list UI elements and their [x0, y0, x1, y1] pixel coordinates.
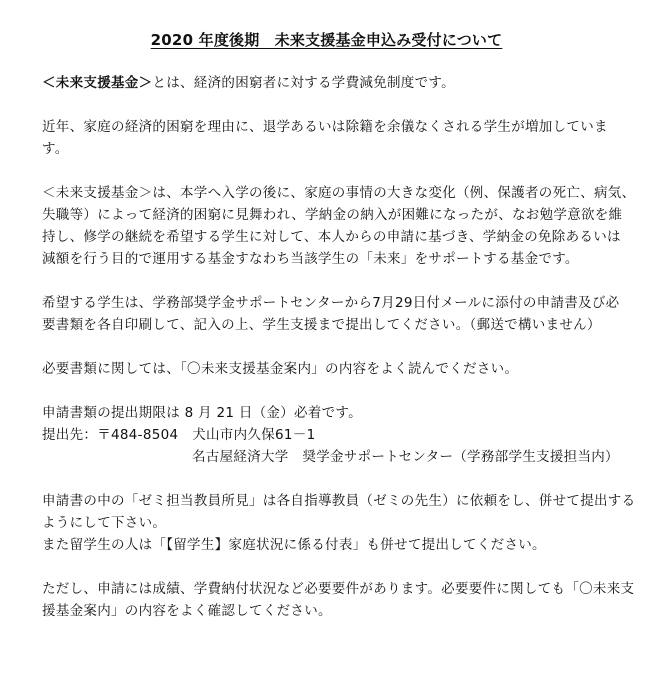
increase-line: す。	[42, 141, 69, 157]
address-line: 提出先：〒484-8504 犬山市内久保61－1	[42, 427, 316, 443]
application-paragraph	[42, 292, 620, 336]
documents-line: 必要書類に関しては、「〇未来支援基金案内」の内容をよく読んでください。	[42, 361, 519, 377]
increase-paragraph	[42, 116, 611, 160]
requirements-paragraph	[42, 578, 635, 622]
fund-name-term: ＜未来支援基金＞	[42, 75, 153, 91]
deadline-line: 申請書類の提出期限は 8 月 21 日（金）必着です。	[42, 405, 362, 421]
documents-paragraph	[42, 358, 611, 380]
seminar-paragraph	[42, 490, 636, 556]
intro-text: とは、経済的困窮者に対する学費減免制度です。	[152, 75, 455, 91]
application-line: 希望する学生は、学務部奨学金サポートセンターから7月29日付メールに添付の申請書及び必	[42, 295, 620, 311]
definition-paragraph	[42, 182, 636, 270]
definition-line: 減額を行う目的で運用する基金すなわち当該学生の「未来」をサポートする基金です。	[42, 251, 579, 267]
increase-line: 近年、家庭の経済的困窮を理由に、退学あるいは除籍を余儀なくされる学生が増加していま	[42, 119, 608, 135]
address-recipient: 名古屋経済大学 奨学金サポートセンター（学務部学生支援担当内）	[192, 449, 619, 465]
definition-line: 失職等）によって経済的困窮に見舞われ、学納金の納入が困難になったが、なお勉学意欲を維	[42, 207, 623, 223]
requirements-line: 援基金案内」の内容をよく確認してください。	[42, 603, 332, 619]
seminar-line: 申請書の中の「ゼミ担当教員所見」は各自指導教員（ゼミの先生）に依頼をし、併せて提出する	[42, 493, 636, 509]
intro-paragraph	[42, 72, 611, 94]
application-line: 要書類を各自印刷して、記入の上、学生支援まで提出してください。（郵送で構いません）	[42, 317, 601, 333]
definition-line: ＜未来支援基金＞は、本学へ入学の後に、家庭の事情の大きな変化（例、保護者の死亡、病気、	[42, 185, 636, 201]
seminar-line: ようにして下さい。	[42, 515, 167, 531]
requirements-line: ただし、申請には成績、学費納付状況など必要要件があります。必要要件に関しても「〇未来支	[42, 581, 635, 597]
page-title: 2020 年度後期 未来支援基金申込み受付について	[150, 31, 503, 49]
definition-line: 持し、修学の継続を希望する学生に対して、本人からの申請に基づき、学納金の免除あるいは	[42, 229, 621, 245]
seminar-line: また留学生の人は「【留学生】家庭状況に係る付表」も併せて提出してください。	[42, 537, 546, 553]
submission-paragraph	[42, 402, 619, 468]
